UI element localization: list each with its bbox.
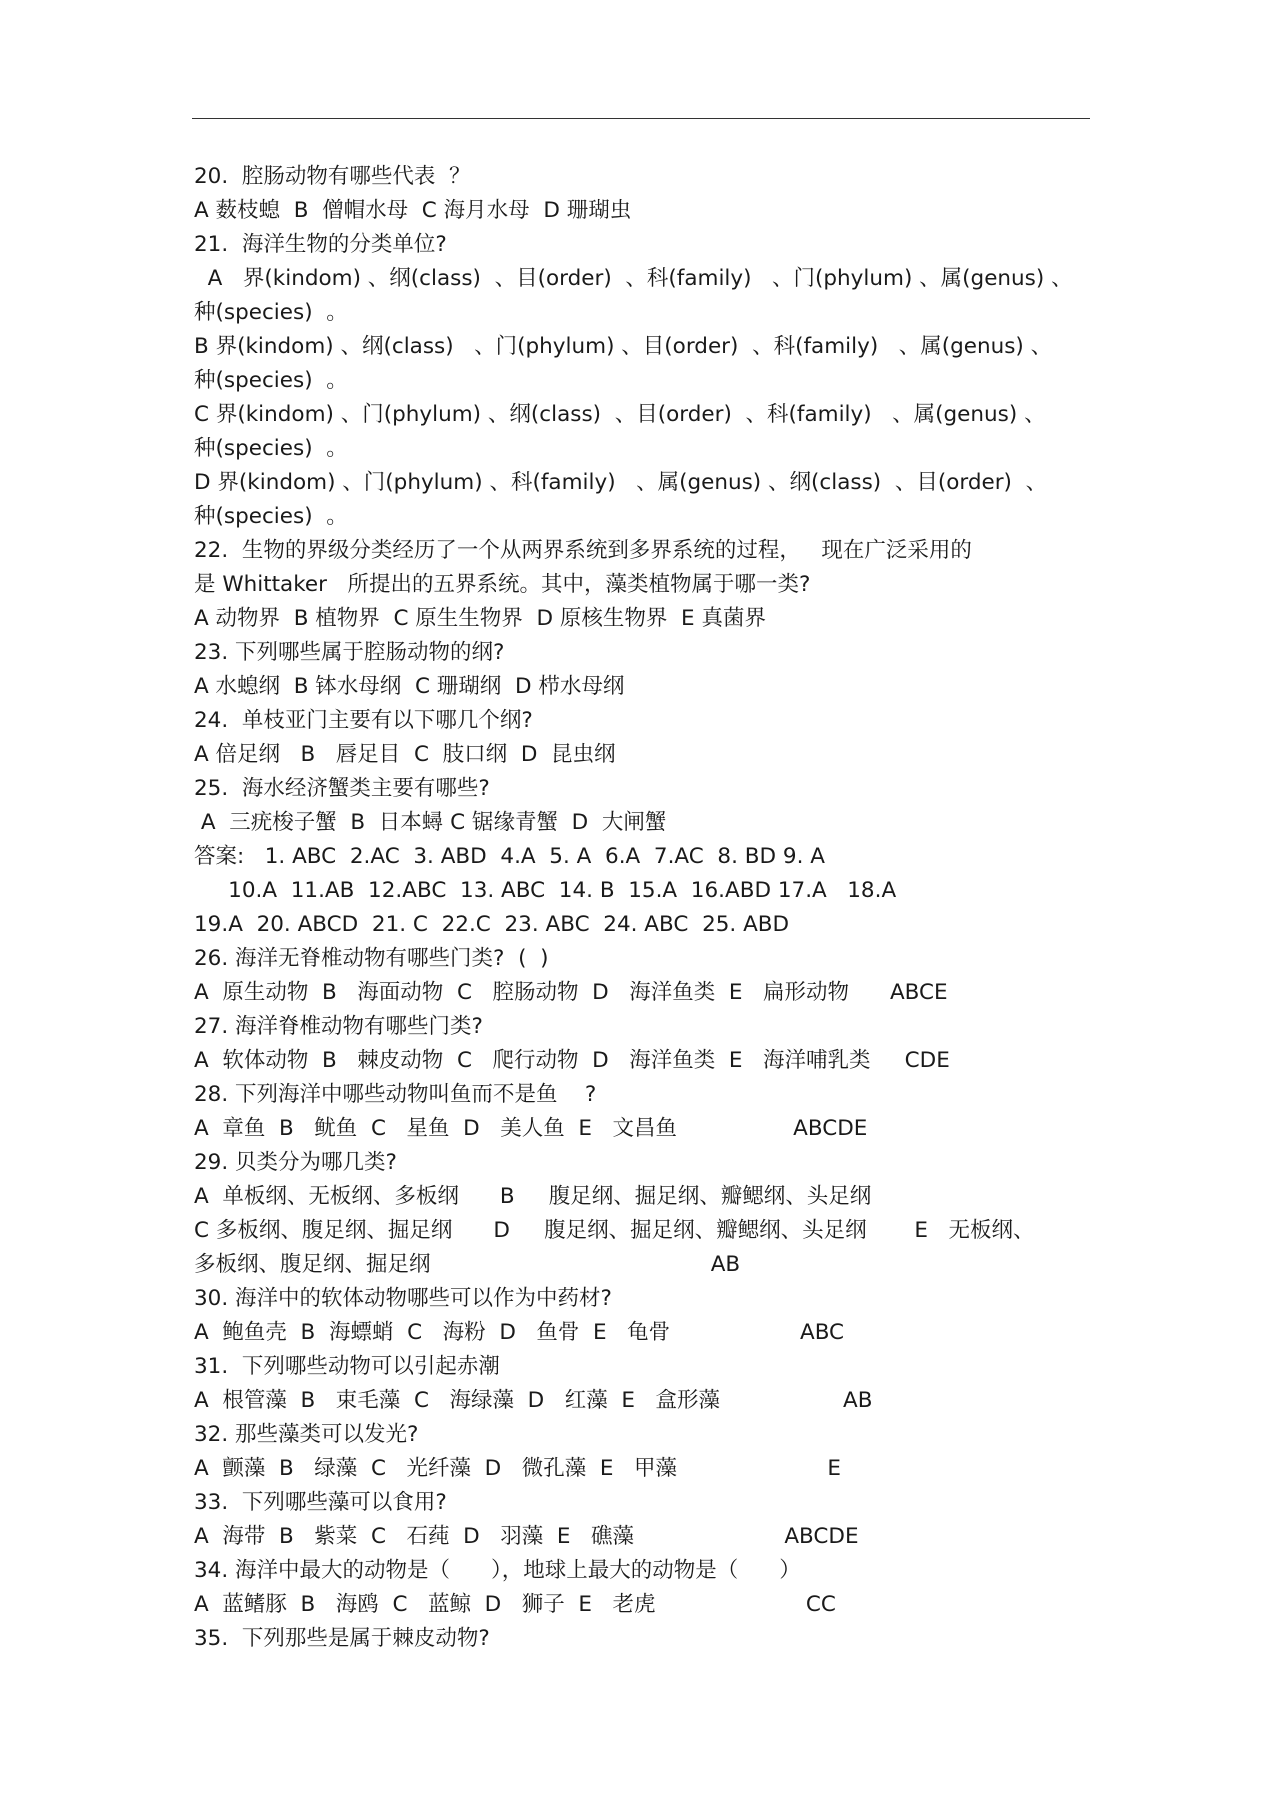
text-line: A 单板纲、无板纲、多板纲 B 腹足纲、掘足纲、瓣鳃纲、头足纲 [194,1184,872,1209]
text-line: A 章鱼 B 鱿鱼 C 星鱼 D 美人鱼 E 文昌鱼 ABCDE [194,1116,868,1141]
text-line: 种(species) 。 [194,300,348,325]
text-line: 答案: 1. ABC 2.AC 3. ABD 4.A 5. A 6.A 7.AC 8. BD 9. A [194,844,825,869]
document-body [194,160,1094,1656]
text-line: A 鲍鱼壳 B 海螵蛸 C 海粉 D 鱼骨 E 龟骨 ABC [194,1320,845,1345]
text-line: 24. 单枝亚门主要有以下哪几个纲? [194,708,533,733]
text-line: A 薮枝螅 B 僧帽水母 C 海月水母 D 珊瑚虫 [194,198,632,223]
text-line: A 软体动物 B 棘皮动物 C 爬行动物 D 海洋鱼类 E 海洋哺乳类 CDE [194,1048,950,1073]
text-line: 22. 生物的界级分类经历了一个从两界系统到多界系统的过程， 现在广泛采用的 [194,538,972,563]
text-line: A 根管藻 B 束毛藻 C 海绿藻 D 红藻 E 盒形藻 AB [194,1388,873,1413]
text-line: 34. 海洋中最大的动物是（ ），地球上最大的动物是（ ） [194,1558,801,1583]
text-line: 32. 那些藻类可以发光? [194,1422,419,1447]
text-line: C 界(kindom) 、门(phylum) 、纲(class) 、目(order) 、科(family) 、属(genus) 、 [194,402,1046,427]
text-line: 21. 海洋生物的分类单位? [194,232,447,257]
text-line: 种(species) 。 [194,436,348,461]
text-line: A 动物界 B 植物界 C 原生生物界 D 原核生物界 E 真菌界 [194,606,766,631]
text-line: A 颤藻 B 绿藻 C 光纤藻 D 微孔藻 E 甲藻 E [194,1456,841,1481]
text-line: A 界(kindom) 、纲(class) 、目(order) 、科(family) 、门(phylum) 、属(genus) 、 [194,266,1073,291]
text-line: 多板纲、腹足纲、掘足纲 AB [194,1252,741,1277]
header-rule [192,118,1090,119]
text-line: A 海带 B 紫菜 C 石莼 D 羽藻 E 礁藻 ABCDE [194,1524,859,1549]
text-line: 20. 腔肠动物有哪些代表 ？ [194,164,471,189]
text-line: A 三疣梭子蟹 B 日本蟳 C 锯缘青蟹 D 大闸蟹 [194,810,667,835]
text-line: B 界(kindom) 、纲(class) 、门(phylum) 、目(order) 、科(family) 、属(genus) 、 [194,334,1053,359]
text-line: 10.A 11.AB 12.ABC 13. ABC 14. B 15.A 16.ABD 17.A 18.A [194,878,897,903]
text-line: 19.A 20. ABCD 21. C 22.C 23. ABC 24. ABC 25. ABD [194,912,790,937]
text-line: 30. 海洋中的软体动物哪些可以作为中药材? [194,1286,612,1311]
text-line: 种(species) 。 [194,368,348,393]
text-line: D 界(kindom) 、门(phylum) 、科(family) 、属(genus) 、纲(class) 、目(order) 、 [194,470,1048,495]
text-line: 35. 下列那些是属于棘皮动物? [194,1626,490,1651]
text-line: 33. 下列哪些藻可以食用? [194,1490,447,1515]
text-line: 26. 海洋无脊椎动物有哪些门类? ( ) [194,946,549,971]
text-line: 31. 下列哪些动物可以引起赤潮 [194,1354,500,1379]
text-line: 27. 海洋脊椎动物有哪些门类? [194,1014,483,1039]
text-line: 23. 下列哪些属于腔肠动物的纲? [194,640,505,665]
text-line: 28. 下列海洋中哪些动物叫鱼而不是鱼 ? [194,1082,597,1107]
text-line: 种(species) 。 [194,504,348,529]
text-line: A 水螅纲 B 钵水母纲 C 珊瑚纲 D 栉水母纲 [194,674,625,699]
text-line: A 蓝鳍豚 B 海鸥 C 蓝鲸 D 狮子 E 老虎 CC [194,1592,836,1617]
text-line: 是 Whittaker 所提出的五界系统。其中，藻类植物属于哪一类? [194,572,811,597]
text-line: 25. 海水经济蟹类主要有哪些? [194,776,490,801]
text-line: 29. 贝类分为哪几类? [194,1150,397,1175]
text-line: C 多板纲、腹足纲、掘足纲 D 腹足纲、掘足纲、瓣鳃纲、头足纲 E 无板纲、 [194,1218,1035,1243]
text-line: A 原生动物 B 海面动物 C 腔肠动物 D 海洋鱼类 E 扁形动物 ABCE [194,980,948,1005]
text-line: A 倍足纲 B 唇足目 C 肢口纲 D 昆虫纲 [194,742,616,767]
